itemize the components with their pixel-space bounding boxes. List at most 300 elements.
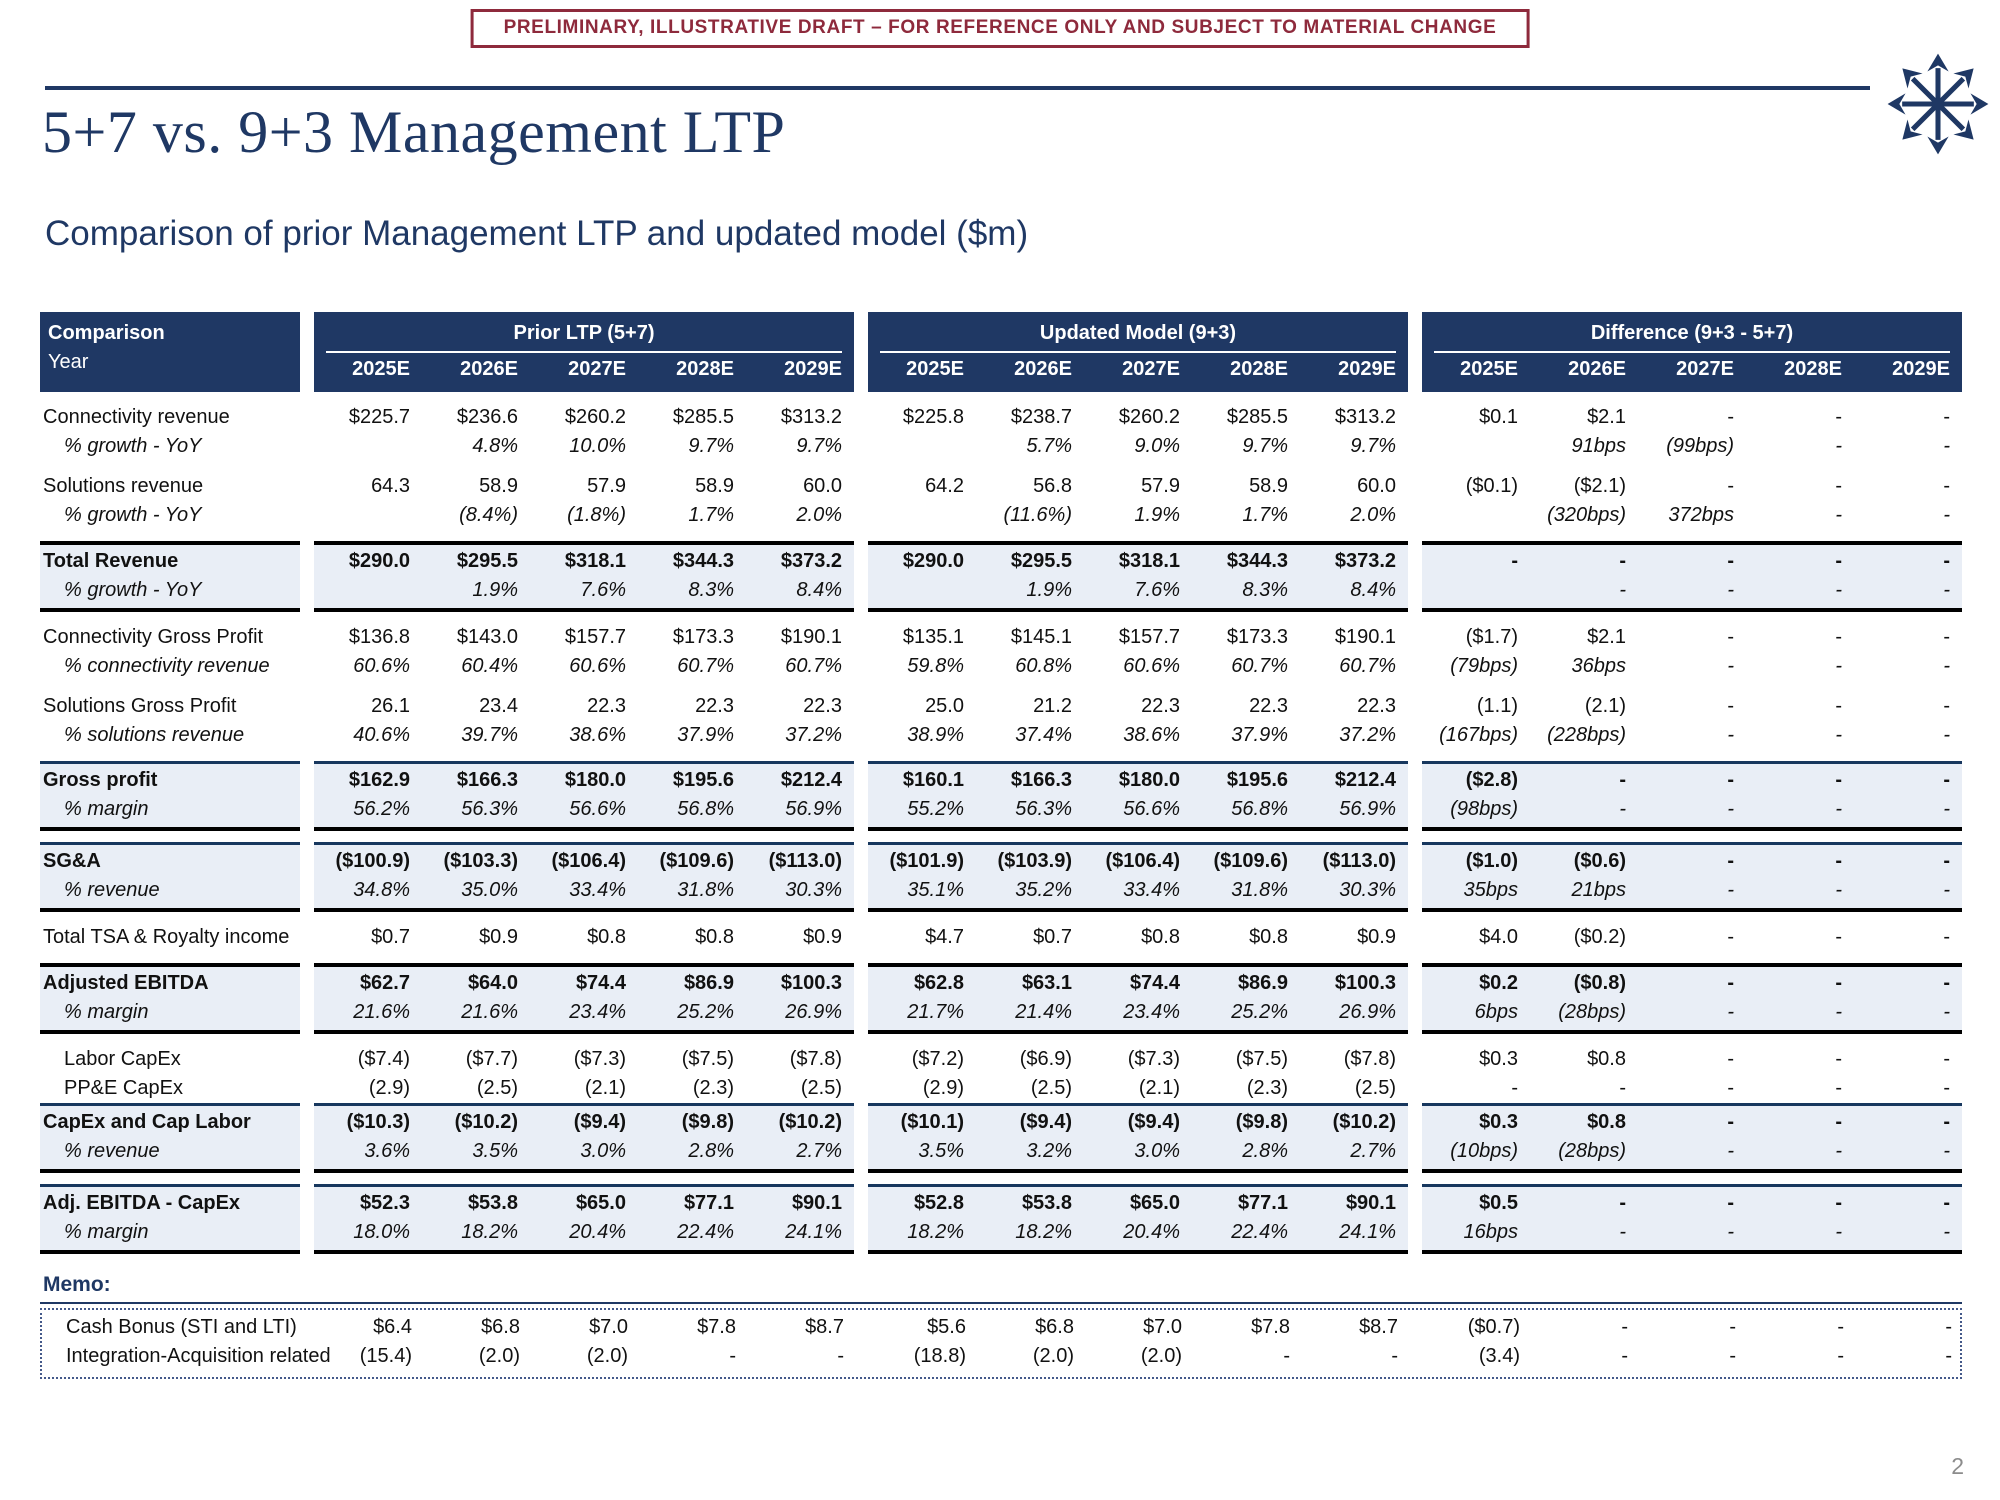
value-cell: ($0.7) — [1467, 1316, 1520, 1338]
updated-values — [868, 403, 1408, 432]
value-cell: $62.7 — [359, 972, 410, 994]
subvalue-cell — [314, 432, 422, 461]
year-cell: 2028E — [1784, 358, 1842, 380]
subvalue-cell: 38.6% — [1123, 724, 1180, 746]
subvalue-cell: - — [1835, 655, 1842, 677]
value-cell: $0.3 — [1479, 1048, 1518, 1070]
row-label: Total Revenue — [43, 550, 179, 572]
diff-subvalues — [1422, 998, 1962, 1027]
prior-values — [314, 1045, 854, 1074]
diff-seg — [1422, 761, 1962, 831]
value-cell: $180.0 — [564, 769, 626, 791]
updated-seg — [868, 1103, 1408, 1173]
group-title: Difference (9+3 - 5+7) — [1434, 319, 1950, 353]
year-cell: 2028E — [1230, 358, 1288, 380]
value-cell: ($6.9) — [1019, 1048, 1072, 1070]
diff-seg — [1422, 963, 1962, 1034]
value-cell: - — [729, 1345, 736, 1367]
value-cell: ($113.0) — [768, 850, 842, 872]
prior-subvalues — [314, 1218, 854, 1247]
value-cell: ($103.9) — [997, 850, 1072, 872]
table-row-sg-a — [40, 842, 1962, 912]
updated-subvalues — [868, 876, 1408, 905]
updated-values — [868, 923, 1408, 952]
subvalue-cell: 21.6% — [461, 1001, 518, 1023]
value-cell: - — [1727, 406, 1734, 428]
table-row-solutions-gross-profit — [40, 692, 1962, 750]
value-cell: - — [1727, 695, 1734, 717]
value-cell: $86.9 — [683, 972, 734, 994]
value-cell: (2.5) — [800, 1077, 842, 1099]
year-row — [314, 355, 854, 384]
row-label: PP&E CapEx — [64, 1077, 183, 1099]
header-group-updated-model-9-3 — [868, 312, 1408, 392]
value-cell: - — [1835, 1077, 1842, 1099]
subvalue-cell: 3.2% — [1026, 1140, 1072, 1162]
header-group-prior-ltp-5-7 — [314, 312, 854, 392]
year-cell: 2025E — [1460, 358, 1518, 380]
memo-heading: Memo: — [40, 1270, 1962, 1304]
subvalue-cell: 60.6% — [353, 655, 410, 677]
value-cell: (3.4) — [1478, 1345, 1520, 1367]
subvalue-cell — [314, 501, 422, 530]
value-cell: ($101.9) — [889, 850, 964, 872]
subvalue-cell: 60.7% — [1231, 655, 1288, 677]
value-cell: - — [1835, 695, 1842, 717]
subvalue-cell: (28bps) — [1558, 1140, 1626, 1162]
subvalue-cell: 8.3% — [1242, 579, 1288, 601]
year-cell: 2029E — [784, 358, 842, 380]
value-cell: $212.4 — [1334, 769, 1396, 791]
row-label-seg — [40, 923, 300, 952]
value-cell: - — [1729, 1316, 1736, 1338]
value-cell: - — [1943, 550, 1950, 572]
subvalue-cell: 60.7% — [1339, 655, 1396, 677]
value-cell: - — [1835, 1111, 1842, 1133]
prior-values — [314, 1189, 854, 1218]
prior-subvalues — [314, 652, 854, 681]
subvalue-cell: 38.9% — [907, 724, 964, 746]
subvalue-cell: 37.2% — [785, 724, 842, 746]
row-sublabel: % margin — [64, 798, 149, 820]
row-label: Total TSA & Royalty income — [43, 926, 290, 948]
value-cell: 60.0 — [803, 475, 842, 497]
updated-values — [870, 1342, 1410, 1371]
diff-values — [1422, 623, 1962, 652]
value-cell: $0.9 — [479, 926, 518, 948]
row-label-seg — [40, 541, 300, 612]
diff-values — [1422, 766, 1962, 795]
updated-values — [868, 1045, 1408, 1074]
value-cell: ($9.4) — [1127, 1111, 1180, 1133]
updated-values — [868, 1074, 1408, 1103]
table-body — [40, 403, 1962, 1254]
subvalue-cell: 56.6% — [569, 798, 626, 820]
value-cell: - — [1837, 1345, 1844, 1367]
prior-values — [314, 472, 854, 501]
subvalue-cell: 10.0% — [569, 435, 626, 457]
value-cell: $0.5 — [1479, 1192, 1518, 1214]
diff-subvalues — [1422, 795, 1962, 824]
subvalue-cell: 26.9% — [1339, 1001, 1396, 1023]
subvalue-cell: 16bps — [1463, 1221, 1518, 1243]
value-cell: - — [1619, 769, 1626, 791]
value-cell: - — [1835, 850, 1842, 872]
value-cell: (2.5) — [1354, 1077, 1396, 1099]
value-cell: ($10.2) — [778, 1111, 842, 1133]
value-cell: $7.0 — [1143, 1316, 1182, 1338]
prior-seg — [314, 403, 854, 461]
value-cell: - — [1835, 550, 1842, 572]
value-cell: 23.4 — [479, 695, 518, 717]
subvalue-cell: 21.4% — [1015, 1001, 1072, 1023]
table-row-labor-capex — [40, 1045, 1962, 1074]
updated-values — [868, 472, 1408, 501]
value-cell: 56.8 — [1033, 475, 1072, 497]
value-cell: $100.3 — [780, 972, 842, 994]
subvalue-cell: 21.7% — [907, 1001, 964, 1023]
year-cell: 2026E — [460, 358, 518, 380]
value-cell: - — [1727, 1111, 1734, 1133]
value-cell: $166.3 — [456, 769, 518, 791]
value-cell: ($0.6) — [1573, 850, 1626, 872]
table-row-connectivity-revenue — [40, 403, 1962, 461]
value-cell: - — [1727, 769, 1734, 791]
subvalue-cell: 23.4% — [1123, 1001, 1180, 1023]
value-cell: ($7.5) — [681, 1048, 734, 1070]
value-cell: - — [1943, 972, 1950, 994]
diff-subvalues — [1422, 1137, 1962, 1166]
value-cell: ($7.5) — [1235, 1048, 1288, 1070]
value-cell: $145.1 — [1010, 626, 1072, 648]
value-cell: $90.1 — [1345, 1192, 1396, 1214]
value-cell: ($0.1) — [1465, 475, 1518, 497]
row-label-seg — [40, 403, 300, 461]
prior-subvalues — [314, 576, 854, 605]
value-cell: - — [1619, 550, 1626, 572]
value-cell: $313.2 — [1334, 406, 1396, 428]
subvalue-cell: - — [1619, 579, 1626, 601]
updated-subvalues — [868, 1137, 1408, 1166]
prior-seg — [314, 1074, 854, 1103]
row-label: Adjusted EBITDA — [43, 972, 209, 994]
value-cell: 57.9 — [587, 475, 626, 497]
updated-subvalues — [868, 576, 1408, 605]
value-cell: (15.4) — [359, 1345, 412, 1367]
value-cell: (2.0) — [1032, 1345, 1074, 1367]
subvalue-cell: 24.1% — [785, 1221, 842, 1243]
value-cell: 57.9 — [1141, 475, 1180, 497]
subvalue-cell: 18.2% — [907, 1221, 964, 1243]
row-label: SG&A — [43, 850, 101, 872]
subvalue-cell: 34.8% — [353, 879, 410, 901]
diff-values — [1422, 692, 1962, 721]
page-number: 2 — [1951, 1453, 1964, 1479]
value-cell: (2.1) — [1138, 1077, 1180, 1099]
year-cell: 2027E — [1122, 358, 1180, 380]
table-row-total-revenue — [40, 541, 1962, 612]
subvalue-cell: 56.8% — [1231, 798, 1288, 820]
value-cell: ($7.8) — [789, 1048, 842, 1070]
year-cell: 2027E — [568, 358, 626, 380]
value-cell: - — [1943, 626, 1950, 648]
updated-seg — [868, 842, 1408, 912]
preliminary-draft-banner: PRELIMINARY, ILLUSTRATIVE DRAFT – FOR REFERENCE ONLY AND SUBJECT TO MATERIAL CHANGE — [471, 9, 1530, 48]
value-cell: (18.8) — [913, 1345, 966, 1367]
subvalue-cell: - — [1727, 579, 1734, 601]
row-label: Cash Bonus (STI and LTI) — [66, 1316, 297, 1338]
row-sublabel: % growth - YoY — [64, 579, 202, 601]
value-cell: $318.1 — [1118, 550, 1180, 572]
value-cell: $7.8 — [1251, 1316, 1290, 1338]
row-label-seg — [42, 1342, 331, 1371]
diff-values — [1424, 1313, 1964, 1342]
value-cell: - — [1727, 475, 1734, 497]
value-cell: 25.0 — [925, 695, 964, 717]
value-cell: - — [1621, 1345, 1628, 1367]
value-cell: $53.8 — [467, 1192, 518, 1214]
prior-seg — [314, 541, 854, 612]
subvalue-cell: 39.7% — [461, 724, 518, 746]
value-cell: - — [1835, 769, 1842, 791]
table-row-capex-and-cap-labor — [40, 1103, 1962, 1173]
value-cell: - — [1727, 1077, 1734, 1099]
updated-seg — [868, 692, 1408, 750]
value-cell: 60.0 — [1357, 475, 1396, 497]
prior-values — [314, 547, 854, 576]
subvalue-cell: 60.6% — [569, 655, 626, 677]
subvalue-cell: - — [1835, 1001, 1842, 1023]
subvalue-cell: 1.9% — [1134, 504, 1180, 526]
value-cell: $0.8 — [695, 926, 734, 948]
value-cell: $52.8 — [913, 1192, 964, 1214]
updated-subvalues — [868, 501, 1408, 530]
updated-values — [868, 1189, 1408, 1218]
value-cell: $195.6 — [672, 769, 734, 791]
prior-values — [314, 1074, 854, 1103]
comparison-table — [40, 312, 1962, 1379]
subvalue-cell: 31.8% — [1231, 879, 1288, 901]
updated-values — [868, 623, 1408, 652]
updated-values — [868, 547, 1408, 576]
value-cell: ($10.1) — [900, 1111, 964, 1133]
value-cell: $0.7 — [371, 926, 410, 948]
subvalue-cell: - — [1835, 435, 1842, 457]
value-cell: - — [1727, 1048, 1734, 1070]
value-cell: $313.2 — [780, 406, 842, 428]
subvalue-cell: 35.2% — [1015, 879, 1072, 901]
subvalue-cell: 5.7% — [1026, 435, 1072, 457]
row-label-seg — [40, 963, 300, 1034]
subvalue-cell: 38.6% — [569, 724, 626, 746]
row-label: Integration-Acquisition related — [66, 1345, 331, 1367]
value-cell: $157.7 — [564, 626, 626, 648]
row-label: Connectivity revenue — [43, 406, 230, 428]
subvalue-cell: 8.4% — [796, 579, 842, 601]
value-cell: $100.3 — [1334, 972, 1396, 994]
subvalue-cell: - — [1943, 798, 1950, 820]
value-cell: ($109.6) — [1213, 850, 1288, 872]
subvalue-cell: 9.7% — [1242, 435, 1288, 457]
subvalue-cell: 35bps — [1463, 879, 1518, 901]
value-cell: $173.3 — [1226, 626, 1288, 648]
diff-values — [1422, 923, 1962, 952]
table-row-pp-e-capex — [40, 1074, 1962, 1103]
value-cell: $77.1 — [1237, 1192, 1288, 1214]
value-cell: $225.7 — [348, 406, 410, 428]
subvalue-cell — [868, 501, 976, 530]
updated-values — [868, 766, 1408, 795]
value-cell: $65.0 — [1129, 1192, 1180, 1214]
value-cell: $373.2 — [780, 550, 842, 572]
value-cell: $90.1 — [791, 1192, 842, 1214]
value-cell: ($106.4) — [1105, 850, 1180, 872]
diff-seg — [1422, 1103, 1962, 1173]
diff-seg — [1422, 923, 1962, 952]
table-header-corner — [40, 312, 300, 392]
year-row — [1422, 355, 1962, 384]
prior-values — [316, 1313, 856, 1342]
value-cell: - — [1619, 1192, 1626, 1214]
subvalue-cell: - — [1943, 579, 1950, 601]
prior-values — [314, 923, 854, 952]
value-cell: 64.2 — [925, 475, 964, 497]
value-cell: ($113.0) — [1322, 850, 1396, 872]
value-cell: $195.6 — [1226, 769, 1288, 791]
row-label-seg — [40, 1103, 300, 1173]
table-row-total-tsa-royalty-income — [40, 923, 1962, 952]
subvalue-cell: - — [1727, 879, 1734, 901]
diff-seg — [1422, 623, 1962, 681]
value-cell: ($9.4) — [1019, 1111, 1072, 1133]
page-subtitle: Comparison of prior Management LTP and updated model ($m) — [45, 214, 1029, 253]
diff-subvalues — [1422, 1218, 1962, 1247]
subvalue-cell: 2.0% — [1350, 504, 1396, 526]
row-sublabel: % growth - YoY — [64, 504, 202, 526]
subvalue-cell: 60.7% — [785, 655, 842, 677]
prior-seg — [316, 1313, 856, 1342]
value-cell: ($106.4) — [551, 850, 626, 872]
value-cell: - — [1835, 1048, 1842, 1070]
subvalue-cell: 60.7% — [677, 655, 734, 677]
value-cell: $64.0 — [467, 972, 518, 994]
value-cell: ($7.2) — [911, 1048, 964, 1070]
subvalue-cell: (79bps) — [1450, 655, 1518, 677]
updated-seg — [868, 963, 1408, 1034]
value-cell: ($7.8) — [1343, 1048, 1396, 1070]
subvalue-cell: 18.2% — [1015, 1221, 1072, 1243]
diff-values — [1422, 403, 1962, 432]
row-label: Solutions Gross Profit — [43, 695, 237, 717]
table-row-connectivity-gross-profit — [40, 623, 1962, 681]
subvalue-cell: 30.3% — [1339, 879, 1396, 901]
subvalue-cell — [1422, 576, 1530, 605]
row-label-seg — [40, 623, 300, 681]
prior-values — [314, 403, 854, 432]
table-header — [40, 312, 1962, 392]
updated-subvalues — [868, 652, 1408, 681]
subvalue-cell: 56.3% — [1015, 798, 1072, 820]
value-cell: 64.3 — [371, 475, 410, 497]
subvalue-cell: 1.7% — [688, 504, 734, 526]
value-cell: ($10.3) — [346, 1111, 410, 1133]
updated-seg — [868, 472, 1408, 530]
value-cell: $63.1 — [1021, 972, 1072, 994]
subvalue-cell: 9.0% — [1134, 435, 1180, 457]
value-cell: 21.2 — [1033, 695, 1072, 717]
updated-subvalues — [868, 721, 1408, 750]
value-cell: $285.5 — [1226, 406, 1288, 428]
value-cell: - — [1943, 1111, 1950, 1133]
row-sublabel: % solutions revenue — [64, 724, 245, 746]
value-cell: ($1.7) — [1465, 626, 1518, 648]
diff-subvalues — [1422, 576, 1962, 605]
table-row-integration-acquisition-related — [42, 1342, 1960, 1371]
year-cell: 2028E — [676, 358, 734, 380]
header-group-difference-9-3-5-7 — [1422, 312, 1962, 392]
value-cell: - — [1943, 406, 1950, 428]
value-cell: $136.8 — [348, 626, 410, 648]
value-cell: $74.4 — [1129, 972, 1180, 994]
value-cell: $0.8 — [1141, 926, 1180, 948]
diff-values — [1424, 1342, 1964, 1371]
value-cell: - — [1727, 972, 1734, 994]
value-cell: (2.1) — [1584, 695, 1626, 717]
subvalue-cell: 91bps — [1571, 435, 1626, 457]
subvalue-cell: 3.5% — [918, 1140, 964, 1162]
subvalue-cell: 36bps — [1571, 655, 1626, 677]
diff-subvalues — [1422, 652, 1962, 681]
subvalue-cell: 56.3% — [461, 798, 518, 820]
row-label-seg — [42, 1313, 302, 1342]
subvalue-cell: 33.4% — [1123, 879, 1180, 901]
diff-values — [1422, 1108, 1962, 1137]
row-sublabel: % margin — [64, 1221, 149, 1243]
value-cell: $7.8 — [697, 1316, 736, 1338]
subvalue-cell: 2.7% — [796, 1140, 842, 1162]
value-cell: $173.3 — [672, 626, 734, 648]
value-cell: ($10.2) — [454, 1111, 518, 1133]
value-cell: $135.1 — [902, 626, 964, 648]
value-cell: - — [1511, 550, 1518, 572]
diff-seg — [1422, 1184, 1962, 1254]
value-cell: - — [1727, 926, 1734, 948]
value-cell: - — [1943, 695, 1950, 717]
diff-values — [1422, 847, 1962, 876]
value-cell: $5.6 — [927, 1316, 966, 1338]
value-cell: - — [1727, 1192, 1734, 1214]
subvalue-cell: 37.4% — [1015, 724, 1072, 746]
subvalue-cell: 25.2% — [677, 1001, 734, 1023]
value-cell: $0.8 — [1587, 1048, 1626, 1070]
subvalue-cell: 20.4% — [569, 1221, 626, 1243]
subvalue-cell: (10bps) — [1450, 1140, 1518, 1162]
subvalue-cell: 7.6% — [1134, 579, 1180, 601]
updated-subvalues — [868, 998, 1408, 1027]
value-cell: $0.8 — [587, 926, 626, 948]
row-label: Solutions revenue — [43, 475, 204, 497]
value-cell: - — [837, 1345, 844, 1367]
prior-subvalues — [314, 501, 854, 530]
prior-subvalues — [314, 876, 854, 905]
subvalue-cell: 3.6% — [364, 1140, 410, 1162]
subvalue-cell: - — [1943, 879, 1950, 901]
diff-values — [1422, 547, 1962, 576]
subvalue-cell: (98bps) — [1450, 798, 1518, 820]
value-cell: 58.9 — [479, 475, 518, 497]
value-cell: - — [1835, 626, 1842, 648]
subvalue-cell: 21bps — [1571, 879, 1626, 901]
